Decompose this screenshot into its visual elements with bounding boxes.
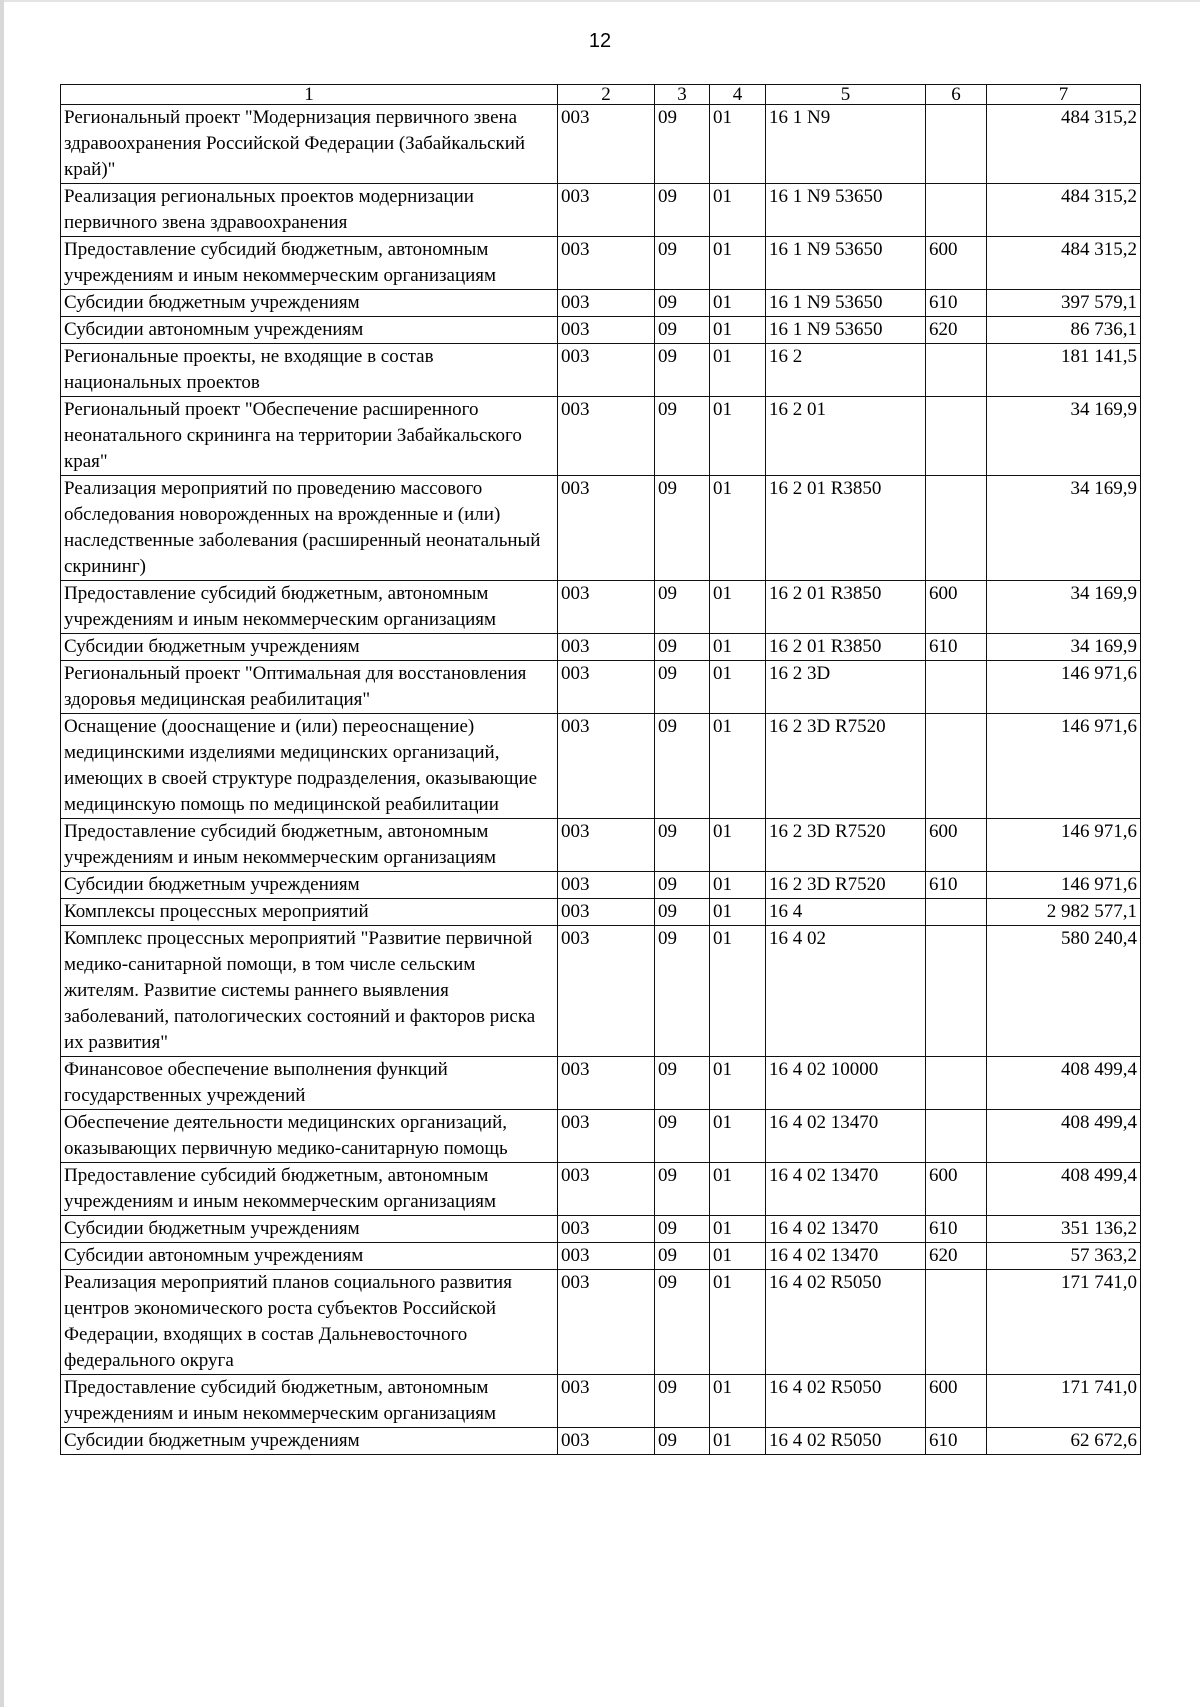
cell-subsection: 01 — [710, 1216, 766, 1243]
cell-target-article: 16 1 N9 53650 — [766, 317, 926, 344]
cell-name: Комплексы процессных мероприятий — [61, 899, 558, 926]
cell-expense-type: 610 — [926, 634, 987, 661]
cell-target-article: 16 2 3D — [766, 661, 926, 714]
table-row — [61, 237, 1141, 290]
cell-section: 09 — [655, 237, 710, 290]
scan-top-edge — [0, 0, 1200, 2]
cell-amount: 34 169,9 — [987, 581, 1141, 634]
cell-expense-type: 600 — [926, 1163, 987, 1216]
cell-section: 09 — [655, 1216, 710, 1243]
table-row — [61, 1375, 1141, 1428]
cell-name: Обеспечение деятельности медицинских организаций, оказывающих первичную медико-санитарную помощь — [61, 1110, 558, 1163]
table-row — [61, 899, 1141, 926]
cell-name: Реализация мероприятий планов социального развития центров экономического роста субъектов Российской Федерации, входящих в состав Дальневосточного федерального округа — [61, 1270, 558, 1375]
cell-name: Субсидии автономным учреждениям — [61, 317, 558, 344]
cell-amount: 484 315,2 — [987, 105, 1141, 184]
cell-grbs-code: 003 — [558, 1057, 655, 1110]
cell-grbs-code: 003 — [558, 1216, 655, 1243]
cell-subsection: 01 — [710, 1057, 766, 1110]
cell-expense-type — [926, 1270, 987, 1375]
cell-name: Субсидии автономным учреждениям — [61, 1243, 558, 1270]
cell-grbs-code: 003 — [558, 714, 655, 819]
cell-name: Предоставление субсидий бюджетным, автономным учреждениям и иным некоммерческим организациям — [61, 581, 558, 634]
cell-expense-type — [926, 1110, 987, 1163]
table-row — [61, 581, 1141, 634]
cell-name: Финансовое обеспечение выполнения функций государственных учреждений — [61, 1057, 558, 1110]
table-body — [61, 105, 1141, 1455]
table-row — [61, 317, 1141, 344]
header-col-6: 6 — [926, 85, 987, 105]
cell-grbs-code: 003 — [558, 344, 655, 397]
cell-grbs-code: 003 — [558, 1163, 655, 1216]
cell-expense-type — [926, 344, 987, 397]
cell-grbs-code: 003 — [558, 819, 655, 872]
table-row — [61, 634, 1141, 661]
cell-section: 09 — [655, 344, 710, 397]
cell-subsection: 01 — [710, 344, 766, 397]
cell-target-article: 16 2 3D R7520 — [766, 819, 926, 872]
cell-section: 09 — [655, 1375, 710, 1428]
cell-amount: 408 499,4 — [987, 1110, 1141, 1163]
cell-section: 09 — [655, 184, 710, 237]
cell-grbs-code: 003 — [558, 184, 655, 237]
cell-name: Субсидии бюджетным учреждениям — [61, 872, 558, 899]
cell-section: 09 — [655, 1057, 710, 1110]
cell-section: 09 — [655, 634, 710, 661]
cell-name: Предоставление субсидий бюджетным, автономным учреждениям и иным некоммерческим организациям — [61, 1375, 558, 1428]
table-row — [61, 714, 1141, 819]
cell-subsection: 01 — [710, 1375, 766, 1428]
cell-target-article: 16 2 01 R3850 — [766, 476, 926, 581]
cell-expense-type — [926, 926, 987, 1057]
cell-subsection: 01 — [710, 237, 766, 290]
cell-grbs-code: 003 — [558, 290, 655, 317]
cell-amount: 57 363,2 — [987, 1243, 1141, 1270]
cell-amount: 171 741,0 — [987, 1375, 1141, 1428]
cell-grbs-code: 003 — [558, 397, 655, 476]
cell-expense-type — [926, 899, 987, 926]
header-col-5: 5 — [766, 85, 926, 105]
cell-target-article: 16 4 02 13470 — [766, 1243, 926, 1270]
cell-amount: 2 982 577,1 — [987, 899, 1141, 926]
cell-amount: 34 169,9 — [987, 397, 1141, 476]
cell-target-article: 16 2 3D R7520 — [766, 872, 926, 899]
cell-section: 09 — [655, 1428, 710, 1455]
cell-section: 09 — [655, 1110, 710, 1163]
header-col-3: 3 — [655, 85, 710, 105]
cell-amount: 580 240,4 — [987, 926, 1141, 1057]
cell-section: 09 — [655, 397, 710, 476]
table-row — [61, 476, 1141, 581]
cell-expense-type: 600 — [926, 819, 987, 872]
table-row — [61, 1216, 1141, 1243]
cell-amount: 397 579,1 — [987, 290, 1141, 317]
cell-subsection: 01 — [710, 1428, 766, 1455]
cell-grbs-code: 003 — [558, 661, 655, 714]
page-number: 12 — [588, 30, 612, 52]
cell-amount: 171 741,0 — [987, 1270, 1141, 1375]
budget-table — [60, 84, 1141, 1455]
table-row — [61, 1243, 1141, 1270]
cell-expense-type: 620 — [926, 317, 987, 344]
table-row — [61, 661, 1141, 714]
cell-expense-type — [926, 105, 987, 184]
cell-expense-type: 600 — [926, 1375, 987, 1428]
cell-subsection: 01 — [710, 1110, 766, 1163]
table-row — [61, 1057, 1141, 1110]
cell-amount: 146 971,6 — [987, 872, 1141, 899]
cell-grbs-code: 003 — [558, 237, 655, 290]
cell-amount: 34 169,9 — [987, 476, 1141, 581]
cell-section: 09 — [655, 661, 710, 714]
cell-subsection: 01 — [710, 634, 766, 661]
cell-expense-type: 610 — [926, 1428, 987, 1455]
cell-expense-type: 610 — [926, 290, 987, 317]
cell-name: Субсидии бюджетным учреждениям — [61, 1428, 558, 1455]
cell-section: 09 — [655, 581, 710, 634]
cell-amount: 484 315,2 — [987, 237, 1141, 290]
cell-grbs-code: 003 — [558, 872, 655, 899]
cell-target-article: 16 2 01 R3850 — [766, 634, 926, 661]
cell-section: 09 — [655, 105, 710, 184]
cell-target-article: 16 2 3D R7520 — [766, 714, 926, 819]
table-row — [61, 872, 1141, 899]
cell-target-article: 16 1 N9 53650 — [766, 237, 926, 290]
cell-section: 09 — [655, 317, 710, 344]
cell-section: 09 — [655, 1270, 710, 1375]
table-header-row — [61, 85, 1141, 105]
cell-amount: 408 499,4 — [987, 1163, 1141, 1216]
cell-expense-type — [926, 184, 987, 237]
table-row — [61, 819, 1141, 872]
header-col-7: 7 — [987, 85, 1141, 105]
cell-subsection: 01 — [710, 661, 766, 714]
table-row — [61, 1163, 1141, 1216]
cell-name: Предоставление субсидий бюджетным, автономным учреждениям и иным некоммерческим организациям — [61, 237, 558, 290]
scan-left-edge — [0, 0, 4, 1707]
cell-target-article: 16 4 — [766, 899, 926, 926]
header-col-1: 1 — [61, 85, 558, 105]
cell-target-article: 16 4 02 R5050 — [766, 1270, 926, 1375]
cell-expense-type — [926, 397, 987, 476]
cell-section: 09 — [655, 926, 710, 1057]
cell-grbs-code: 003 — [558, 1110, 655, 1163]
cell-name: Региональный проект "Оптимальная для восстановления здоровья медицинская реабилитация" — [61, 661, 558, 714]
cell-target-article: 16 1 N9 53650 — [766, 184, 926, 237]
table-row — [61, 397, 1141, 476]
cell-name: Предоставление субсидий бюджетным, автономным учреждениям и иным некоммерческим организациям — [61, 819, 558, 872]
cell-grbs-code: 003 — [558, 926, 655, 1057]
cell-expense-type: 610 — [926, 872, 987, 899]
cell-target-article: 16 2 01 — [766, 397, 926, 476]
cell-subsection: 01 — [710, 714, 766, 819]
cell-section: 09 — [655, 1163, 710, 1216]
cell-name: Реализация региональных проектов модернизации первичного звена здравоохранения — [61, 184, 558, 237]
table-row — [61, 1110, 1141, 1163]
cell-grbs-code: 003 — [558, 1428, 655, 1455]
cell-name: Предоставление субсидий бюджетным, автономным учреждениям и иным некоммерческим организациям — [61, 1163, 558, 1216]
cell-target-article: 16 4 02 — [766, 926, 926, 1057]
cell-subsection: 01 — [710, 899, 766, 926]
cell-name: Субсидии бюджетным учреждениям — [61, 290, 558, 317]
cell-target-article: 16 4 02 13470 — [766, 1110, 926, 1163]
cell-target-article: 16 4 02 13470 — [766, 1216, 926, 1243]
cell-amount: 484 315,2 — [987, 184, 1141, 237]
cell-name: Региональные проекты, не входящие в состав национальных проектов — [61, 344, 558, 397]
cell-target-article: 16 4 02 13470 — [766, 1163, 926, 1216]
cell-grbs-code: 003 — [558, 899, 655, 926]
table-row — [61, 926, 1141, 1057]
cell-expense-type: 600 — [926, 581, 987, 634]
cell-amount: 181 141,5 — [987, 344, 1141, 397]
cell-name: Реализация мероприятий по проведению массового обследования новорожденных на врожденные и (или) наследственные заболевания (расширенный неонатальный скрининг) — [61, 476, 558, 581]
table-row — [61, 105, 1141, 184]
cell-name: Оснащение (дооснащение и (или) переоснащение) медицинскими изделиями медицинских организаций, имеющих в своей структуре подразделения, оказывающие медицинскую помощь по медицинской реабилитации — [61, 714, 558, 819]
cell-subsection: 01 — [710, 184, 766, 237]
cell-amount: 146 971,6 — [987, 819, 1141, 872]
cell-expense-type: 620 — [926, 1243, 987, 1270]
cell-name: Региональный проект "Модернизация первичного звена здравоохранения Российской Федерации (Забайкальский край)" — [61, 105, 558, 184]
cell-subsection: 01 — [710, 317, 766, 344]
cell-subsection: 01 — [710, 819, 766, 872]
header-col-2: 2 — [558, 85, 655, 105]
cell-target-article: 16 1 N9 53650 — [766, 290, 926, 317]
cell-target-article: 16 4 02 R5050 — [766, 1375, 926, 1428]
cell-target-article: 16 2 01 R3850 — [766, 581, 926, 634]
cell-amount: 408 499,4 — [987, 1057, 1141, 1110]
table-row — [61, 1428, 1141, 1455]
cell-amount: 351 136,2 — [987, 1216, 1141, 1243]
cell-subsection: 01 — [710, 581, 766, 634]
cell-name: Региональный проект "Обеспечение расширенного неонатального скрининга на территории Забайкальского края" — [61, 397, 558, 476]
cell-amount: 146 971,6 — [987, 661, 1141, 714]
cell-subsection: 01 — [710, 397, 766, 476]
cell-expense-type — [926, 1057, 987, 1110]
cell-subsection: 01 — [710, 476, 766, 581]
cell-target-article: 16 2 — [766, 344, 926, 397]
cell-subsection: 01 — [710, 872, 766, 899]
cell-expense-type: 610 — [926, 1216, 987, 1243]
cell-target-article: 16 4 02 R5050 — [766, 1428, 926, 1455]
cell-amount: 146 971,6 — [987, 714, 1141, 819]
cell-section: 09 — [655, 476, 710, 581]
cell-section: 09 — [655, 872, 710, 899]
cell-subsection: 01 — [710, 290, 766, 317]
cell-amount: 86 736,1 — [987, 317, 1141, 344]
cell-subsection: 01 — [710, 926, 766, 1057]
cell-amount: 34 169,9 — [987, 634, 1141, 661]
cell-subsection: 01 — [710, 1163, 766, 1216]
cell-grbs-code: 003 — [558, 105, 655, 184]
cell-subsection: 01 — [710, 1270, 766, 1375]
cell-grbs-code: 003 — [558, 476, 655, 581]
cell-name: Комплекс процессных мероприятий "Развитие первичной медико-санитарной помощи, в том числе сельским жителям. Развитие системы раннего выявления заболеваний, патологических состояний и факторов риска их развития" — [61, 926, 558, 1057]
cell-target-article: 16 4 02 10000 — [766, 1057, 926, 1110]
cell-section: 09 — [655, 819, 710, 872]
cell-expense-type — [926, 476, 987, 581]
cell-grbs-code: 003 — [558, 581, 655, 634]
header-col-4: 4 — [710, 85, 766, 105]
table-row — [61, 290, 1141, 317]
cell-section: 09 — [655, 290, 710, 317]
cell-grbs-code: 003 — [558, 317, 655, 344]
cell-name: Субсидии бюджетным учреждениям — [61, 1216, 558, 1243]
cell-grbs-code: 003 — [558, 1270, 655, 1375]
cell-subsection: 01 — [710, 105, 766, 184]
cell-target-article: 16 1 N9 — [766, 105, 926, 184]
cell-expense-type — [926, 714, 987, 819]
cell-section: 09 — [655, 899, 710, 926]
cell-section: 09 — [655, 714, 710, 819]
cell-grbs-code: 003 — [558, 634, 655, 661]
table-row — [61, 344, 1141, 397]
cell-grbs-code: 003 — [558, 1375, 655, 1428]
table-row — [61, 1270, 1141, 1375]
table-row — [61, 184, 1141, 237]
cell-subsection: 01 — [710, 1243, 766, 1270]
cell-name: Субсидии бюджетным учреждениям — [61, 634, 558, 661]
cell-amount: 62 672,6 — [987, 1428, 1141, 1455]
cell-section: 09 — [655, 1243, 710, 1270]
cell-expense-type — [926, 661, 987, 714]
cell-grbs-code: 003 — [558, 1243, 655, 1270]
cell-expense-type: 600 — [926, 237, 987, 290]
